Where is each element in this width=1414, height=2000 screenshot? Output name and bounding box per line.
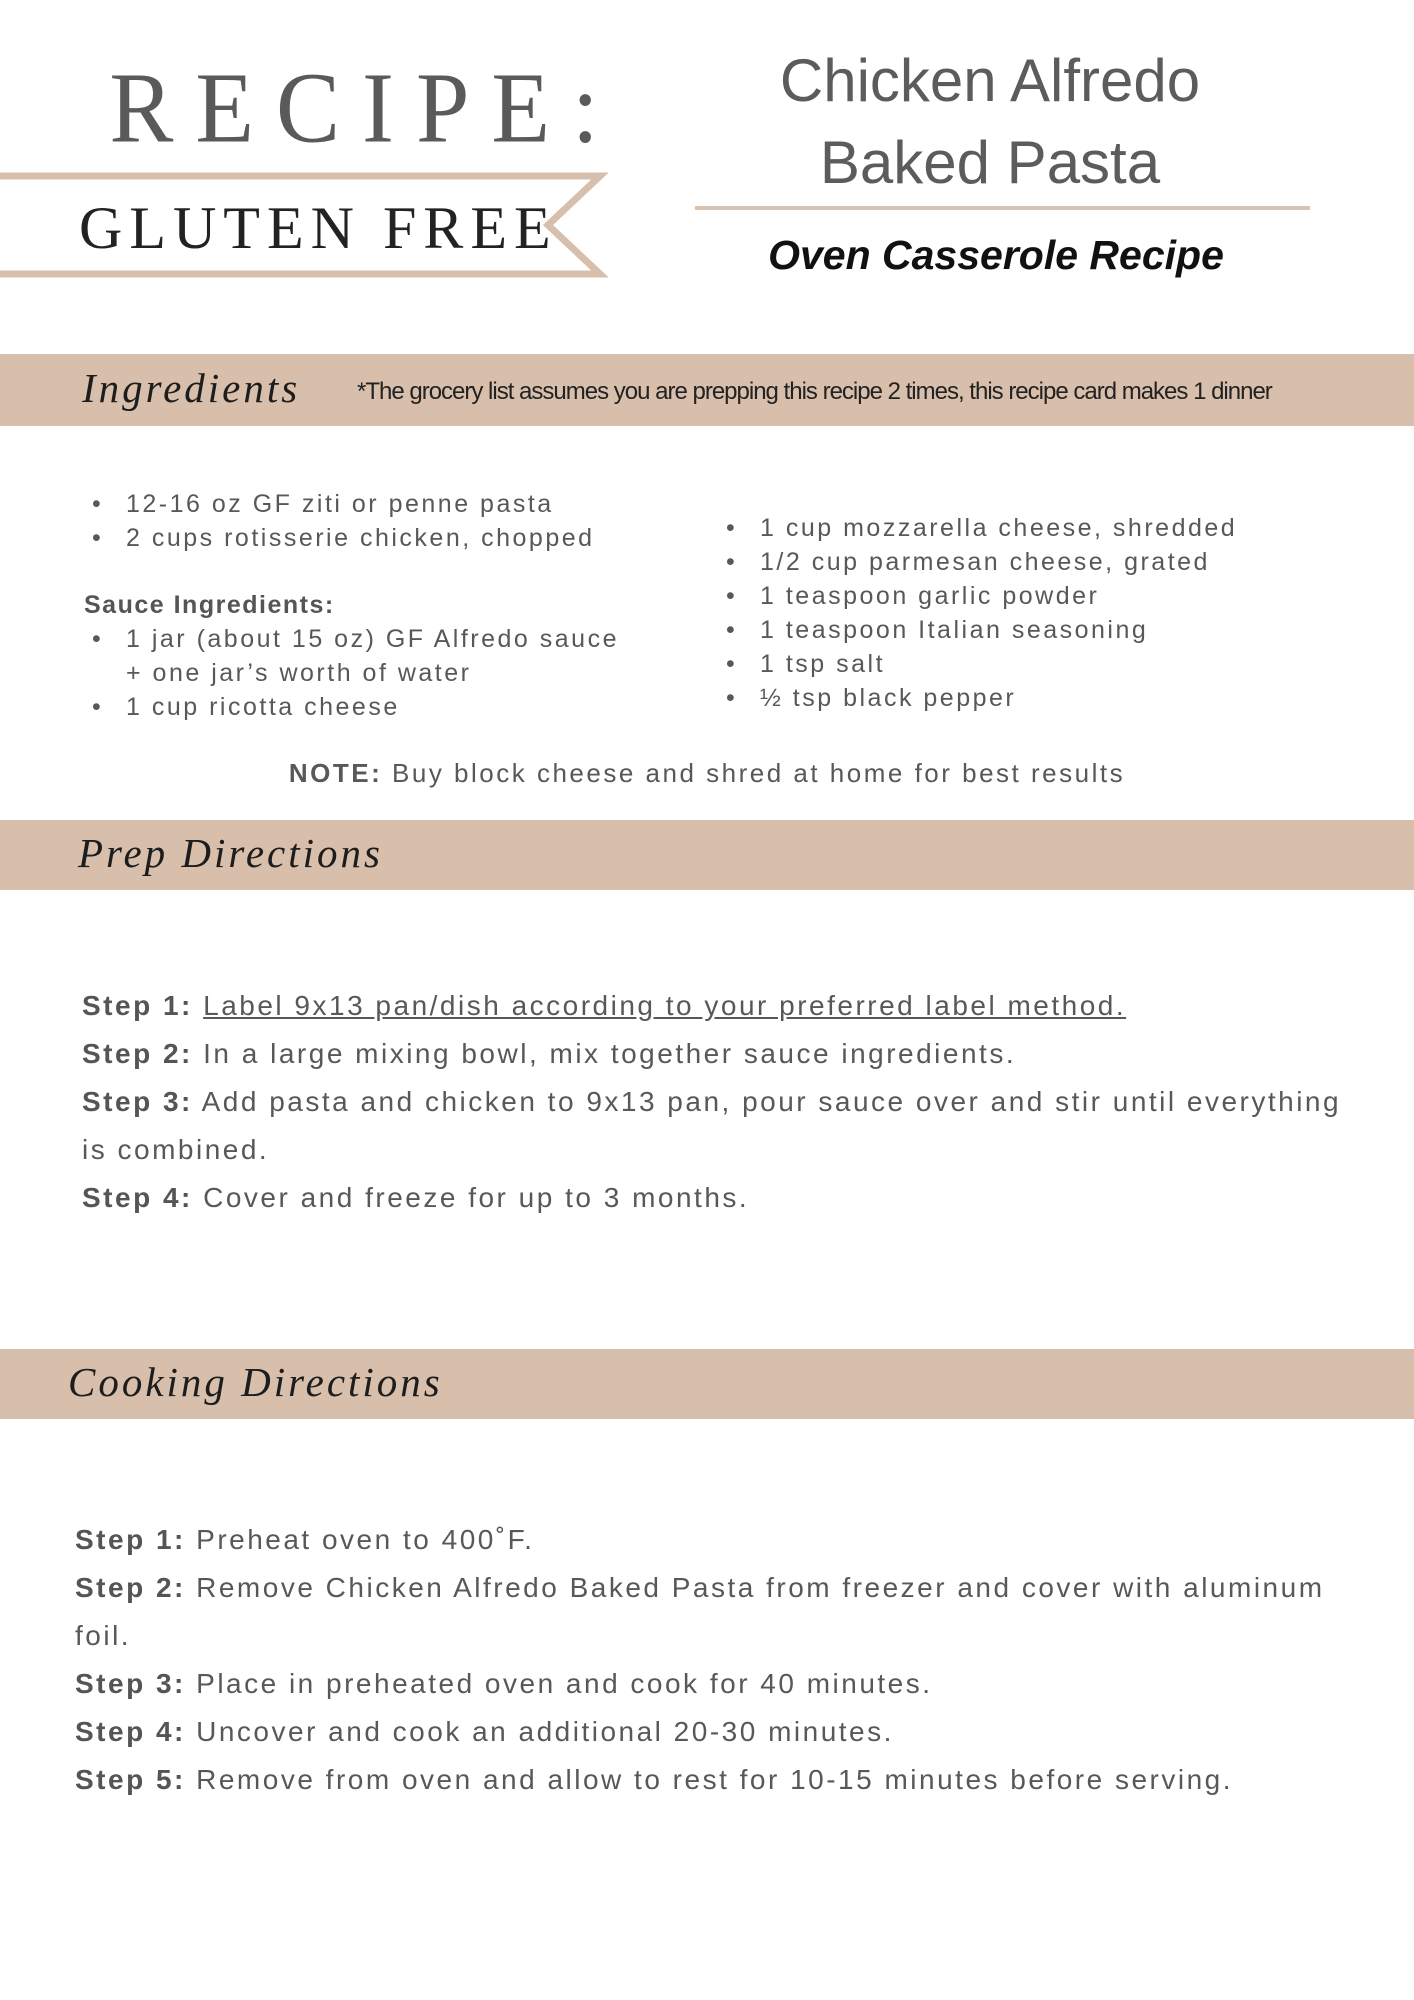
step-text: Label 9x13 pan/dish according to your preferred label method. — [203, 990, 1127, 1021]
list-item — [726, 647, 1237, 681]
item-text: 1 cup ricotta cheese — [126, 693, 400, 721]
note-text: Buy block cheese and shred at home for best results — [382, 758, 1126, 788]
list-item — [92, 487, 595, 521]
bullet: • — [726, 684, 738, 712]
step-text: Add pasta and chicken to 9x13 pan, pour sauce over and stir until everything is combined. — [82, 1086, 1342, 1165]
ingredients-list-left — [92, 487, 595, 555]
note-label: NOTE: — [288, 758, 383, 788]
cooking-heading: Cooking Directions — [68, 1359, 443, 1405]
title-line-2: Baked Pasta — [819, 129, 1161, 196]
bullet: • — [726, 514, 738, 542]
step-text: Cover and freeze for up to 3 months. — [203, 1182, 750, 1213]
prep-step — [82, 1174, 1352, 1222]
list-item — [726, 579, 1237, 613]
item-continuation: + one jar’s worth of water — [126, 659, 472, 687]
cooking-step — [75, 1756, 1345, 1804]
cooking-step — [75, 1516, 1345, 1564]
step-text: Place in preheated oven and cook for 40 minutes. — [196, 1668, 933, 1699]
step-label: Step 1: — [75, 1524, 186, 1555]
item-text: 1 cup mozzarella cheese, shredded — [760, 514, 1238, 542]
list-item — [92, 690, 619, 724]
item-text: 1 jar (about 15 oz) GF Alfredo sauce — [126, 625, 619, 653]
bullet: • — [92, 693, 104, 721]
prep-step — [82, 1078, 1352, 1174]
recipe-heading: RECIPE: — [109, 51, 621, 164]
list-item — [92, 521, 595, 555]
step-label: Step 4: — [75, 1716, 186, 1747]
grocery-note: *The grocery list assumes you are prepping this recipe 2 times, this recipe card makes 1 dinner — [357, 378, 1272, 405]
prep-step — [82, 982, 1352, 1030]
title-line-1: Chicken Alfredo — [779, 47, 1201, 114]
item-text: 1 tsp salt — [760, 650, 886, 678]
step-label: Step 4: — [82, 1182, 193, 1213]
list-item — [726, 511, 1237, 545]
cooking-step — [75, 1564, 1345, 1660]
bullet: • — [92, 524, 104, 552]
sauce-ingredients-list — [92, 622, 619, 724]
cheese-note — [0, 758, 1414, 789]
step-label: Step 3: — [82, 1086, 193, 1117]
item-text: 1 teaspoon garlic powder — [760, 582, 1100, 610]
bullet: • — [92, 490, 104, 518]
step-text: Remove from oven and allow to rest for 10-15 minutes before serving. — [196, 1764, 1234, 1795]
item-text: 1/2 cup parmesan cheese, grated — [760, 548, 1210, 576]
cooking-step — [75, 1708, 1345, 1756]
item-text: 12-16 oz GF ziti or penne pasta — [126, 490, 554, 518]
list-item — [92, 622, 619, 690]
step-label: Step 2: — [75, 1572, 186, 1603]
cooking-steps — [75, 1516, 1345, 1804]
item-text: 1 teaspoon Italian seasoning — [760, 616, 1149, 644]
item-text: ½ tsp black pepper — [760, 684, 1017, 712]
cooking-step — [75, 1660, 1345, 1708]
step-label: Step 3: — [75, 1668, 186, 1699]
item-text: 2 cups rotisserie chicken, chopped — [126, 524, 595, 552]
prep-steps — [82, 982, 1352, 1222]
step-label: Step 2: — [82, 1038, 193, 1069]
recipe-subtitle: Oven Casserole Recipe — [768, 232, 1224, 278]
recipe-title — [690, 40, 1290, 204]
title-divider — [695, 206, 1310, 210]
list-item — [726, 545, 1237, 579]
step-label: Step 1: — [82, 990, 193, 1021]
sauce-ingredients-heading: Sauce Ingredients: — [84, 591, 335, 619]
bullet: • — [92, 625, 104, 653]
bullet: • — [726, 548, 738, 576]
list-item — [726, 613, 1237, 647]
ingredients-list-right — [726, 511, 1237, 715]
prep-heading: Prep Directions — [78, 830, 383, 876]
bullet: • — [726, 616, 738, 644]
bullet: • — [726, 582, 738, 610]
step-text: In a large mixing bowl, mix together sauce ingredients. — [203, 1038, 1017, 1069]
step-label: Step 5: — [75, 1764, 186, 1795]
step-text: Remove Chicken Alfredo Baked Pasta from freezer and cover with aluminum foil. — [75, 1572, 1325, 1651]
list-item — [726, 681, 1237, 715]
bullet: • — [726, 650, 738, 678]
ingredients-heading: Ingredients — [82, 365, 301, 411]
gluten-free-tag: GLUTEN FREE — [79, 195, 558, 261]
prep-step — [82, 1030, 1352, 1078]
step-text: Preheat oven to 400˚F. — [196, 1524, 535, 1555]
step-text: Uncover and cook an additional 20-30 minutes. — [196, 1716, 894, 1747]
